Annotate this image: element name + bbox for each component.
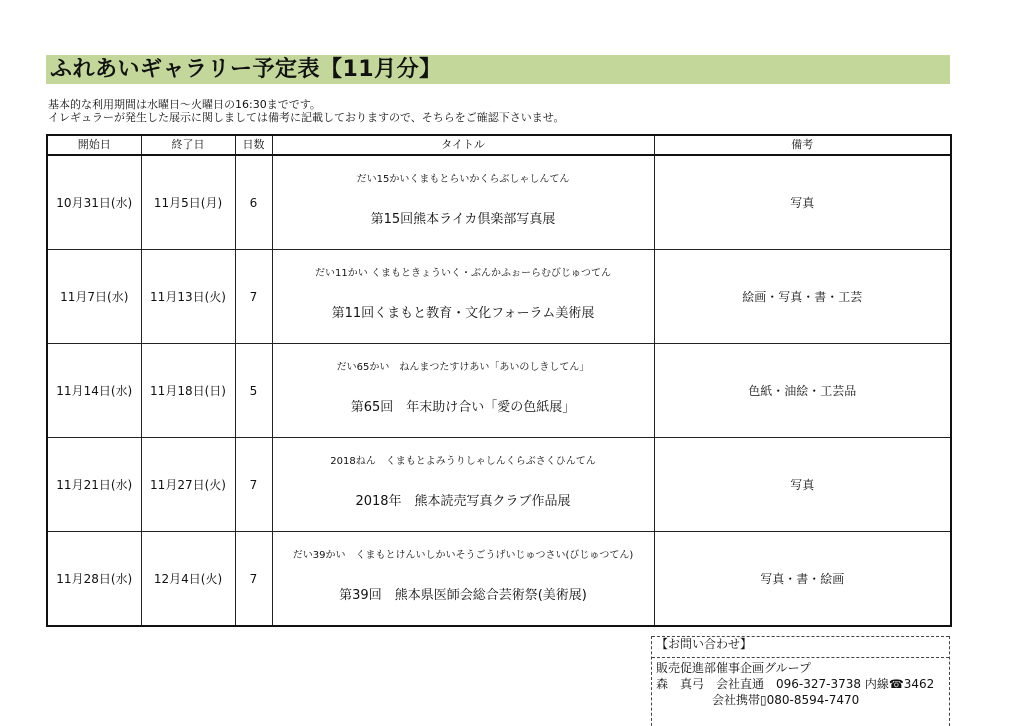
remarks-cell: 写真 [654,438,951,532]
contact-heading: 【お問い合わせ】 [656,637,753,651]
remarks-cell: 写真 [654,155,951,250]
event-title: 第11回くまもと教育・文化フォーラム美術展 [331,305,595,321]
header-days: 日数 [235,135,272,155]
end-date-cell: 11月13日(火) [141,250,235,344]
end-date-cell: 12月4日(火) [141,532,235,627]
header-title: タイトル [272,135,654,155]
event-title: 第65回 年末助け合い「愛の色紙展」 [350,399,576,415]
days-cell: 5 [235,344,272,438]
days-cell: 7 [235,250,272,344]
header-remarks: 備考 [654,135,951,155]
days-cell: 7 [235,438,272,532]
event-title: 2018年 熊本読売写真クラブ作品展 [355,493,571,509]
days-cell: 7 [235,532,272,627]
contact-department: 販売促進部催事企画グループ [656,661,812,675]
event-title: 第39回 熊本県医師会総合芸術祭(美術展) [339,587,587,603]
start-date-cell: 11月7日(水) [47,250,141,344]
remarks-cell: 色紙・油絵・工芸品 [654,344,951,438]
contact-mobile: 会社携帯▯080-8594-7470 [712,693,860,707]
days-cell: 6 [235,155,272,250]
page-title: ふれあいギャラリー予定表【11月分】 [46,55,950,84]
event-title: 第15回熊本ライカ倶楽部写真展 [370,211,556,227]
header-end-date: 終了日 [141,135,235,155]
title-cell [272,155,654,250]
table-row [47,250,951,344]
schedule-table [46,134,952,627]
title-cell [272,532,654,627]
table-row [47,438,951,532]
remarks-cell: 絵画・写真・書・工芸 [654,250,951,344]
note-line: 基本的な利用期間は水曜日～火曜日の16:30までです。 [48,98,321,111]
end-date-cell: 11月5日(月) [141,155,235,250]
start-date-cell: 11月14日(水) [47,344,141,438]
title-reading: 2018ねん くまもとよみうりしゃしんくらぶさくひんてん [330,455,596,467]
remarks-cell: 写真・書・絵画 [654,532,951,627]
usage-notes [48,98,564,124]
table-row [47,344,951,438]
contact-phone: 森 真弓 会社直通 096-327-3738 内線☎3462 [656,677,935,691]
title-reading: だい15かいくまもとらいかくらぶしゃしんてん [356,173,570,185]
start-date-cell: 10月31日(水) [47,155,141,250]
start-date-cell: 11月28日(水) [47,532,141,627]
title-reading: だい65かい ねんまつたすけあい「あいのしきしてん」 [336,361,590,373]
header-row [47,135,951,155]
title-reading: だい39かい くまもとけんいしかいそうごうげいじゅつさい(びじゅつてん) [292,549,634,561]
table-row [47,155,951,250]
title-cell [272,250,654,344]
end-date-cell: 11月27日(火) [141,438,235,532]
start-date-cell: 11月21日(水) [47,438,141,532]
end-date-cell: 11月18日(日) [141,344,235,438]
contact-box [651,636,950,726]
header-start-date: 開始日 [47,135,141,155]
title-cell [272,438,654,532]
table-row [47,532,951,627]
title-cell [272,344,654,438]
title-reading: だい11かい くまもときょういく・ぶんかふぉーらむびじゅつてん [315,267,611,279]
note-line: イレギュラーが発生した展示に関しましては備考に記載しておりますので、そちらをご確認下さいませ。 [48,111,565,124]
